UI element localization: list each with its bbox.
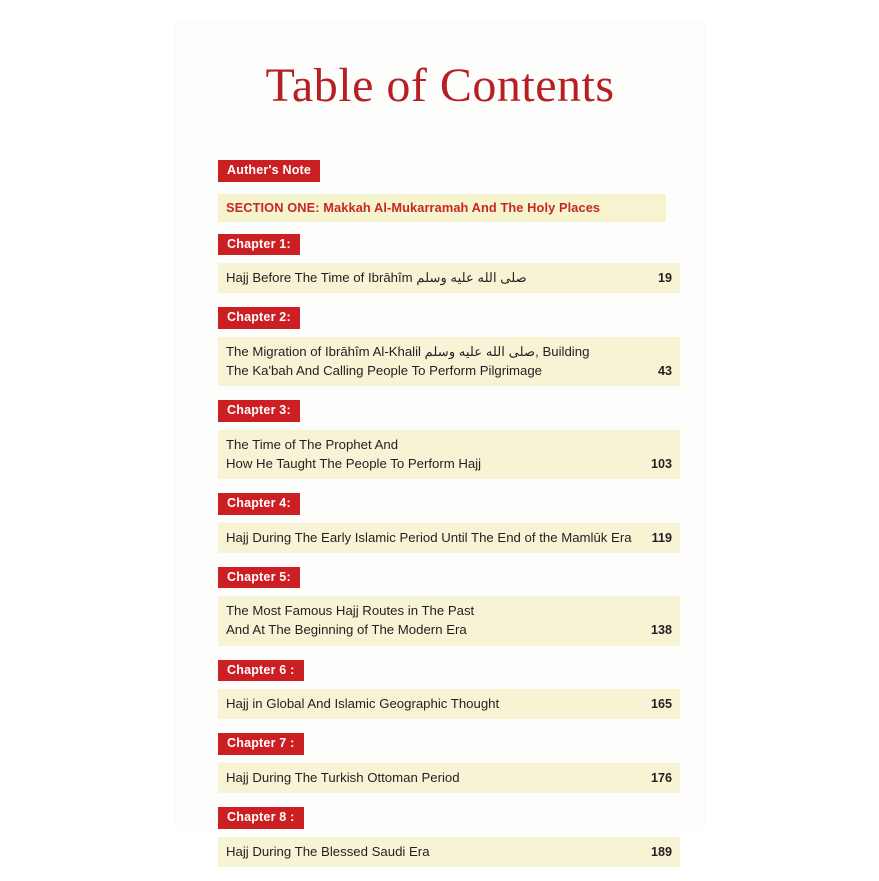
toc-entry-line xyxy=(226,361,672,380)
toc-entries xyxy=(218,234,683,867)
chapter-chip-row xyxy=(218,400,683,422)
toc-entry[interactable] xyxy=(218,596,680,645)
toc-entry-text: The Ka'bah And Calling People To Perform Pilgrimage xyxy=(226,362,543,378)
toc-entry-page-number: 43 xyxy=(657,363,672,378)
chapter-chip[interactable]: Chapter 8 : xyxy=(218,807,304,829)
toc-entry-text: Hajj in Global And Islamic Geographic Thought xyxy=(226,696,500,712)
chapter-chip-row xyxy=(218,733,683,755)
chapter-chip-row xyxy=(218,807,683,829)
toc-entry-line xyxy=(226,268,672,287)
toc-entry-page-number: 189 xyxy=(650,844,672,859)
chapter-chip[interactable]: Chapter 5: xyxy=(218,567,300,589)
toc-entry-line xyxy=(226,454,672,473)
section-banner: SECTION ONE: Makkah Al-Mukarramah And The Holy Places xyxy=(218,194,666,222)
toc-entry-line xyxy=(226,694,672,713)
page-title: Table of Contents xyxy=(265,59,615,112)
chapter-chip[interactable]: Chapter 4: xyxy=(218,493,300,515)
toc-entry-text: Hajj Before The Time of Ibrāhîm صلى الله عليه وسلم xyxy=(226,270,527,285)
chapter-chip[interactable]: Chapter 2: xyxy=(218,307,300,329)
toc-entry-page-number: 119 xyxy=(651,530,672,545)
toc-entry[interactable] xyxy=(218,523,680,553)
chapter-chip[interactable]: Chapter 1: xyxy=(218,234,300,256)
authors-note-row xyxy=(218,160,683,182)
toc-entry-line xyxy=(226,528,672,547)
chapter-chip[interactable]: Chapter 7 : xyxy=(218,733,304,755)
toc-entry-text: The Migration of Ibrāhîm Al-Khalil صلى الله عليه وسلم, Building xyxy=(226,343,590,359)
toc-entry-text: Hajj During The Turkish Ottoman Period xyxy=(226,769,460,785)
toc-entry-text: And At The Beginning of The Modern Era xyxy=(226,622,467,638)
toc-entry-line xyxy=(226,620,672,639)
toc-entry[interactable] xyxy=(218,337,680,386)
authors-note-chip[interactable]: Auther's Note xyxy=(218,160,320,182)
toc-entry-text: How He Taught The People To Perform Hajj xyxy=(226,455,482,471)
toc-body xyxy=(218,160,683,881)
toc-entry-line xyxy=(226,601,672,620)
toc-entry[interactable] xyxy=(218,837,680,867)
toc-entry-line xyxy=(226,842,672,861)
chapter-chip-row xyxy=(218,660,683,682)
toc-entry-text: Hajj During The Blessed Saudi Era xyxy=(226,843,430,859)
toc-entry[interactable] xyxy=(218,689,680,719)
chapter-chip-row xyxy=(218,307,683,329)
toc-entry-page-number: 138 xyxy=(650,623,672,638)
toc-entry-line xyxy=(226,768,672,787)
toc-entry[interactable] xyxy=(218,763,680,793)
toc-entry-line xyxy=(226,435,672,454)
toc-entry-text: Hajj During The Early Islamic Period Until The End of the Mamlūk Era xyxy=(226,529,632,545)
toc-entry[interactable] xyxy=(218,263,680,293)
toc-entry-line xyxy=(226,342,672,361)
chapter-chip-row xyxy=(218,567,683,589)
toc-entry-page-number: 165 xyxy=(650,697,672,712)
toc-entry-page-number: 19 xyxy=(657,271,672,285)
chapter-chip[interactable]: Chapter 3: xyxy=(218,400,300,422)
toc-entry-page-number: 103 xyxy=(650,456,672,471)
toc-entry-text: The Time of The Prophet And xyxy=(226,436,399,452)
toc-entry[interactable] xyxy=(218,430,680,479)
chapter-chip-row xyxy=(218,234,683,256)
chapter-chip[interactable]: Chapter 6 : xyxy=(218,660,304,682)
toc-entry-text: The Most Famous Hajj Routes in The Past xyxy=(226,603,475,619)
toc-entry-page-number: 176 xyxy=(650,770,672,785)
chapter-chip-row xyxy=(218,493,683,515)
